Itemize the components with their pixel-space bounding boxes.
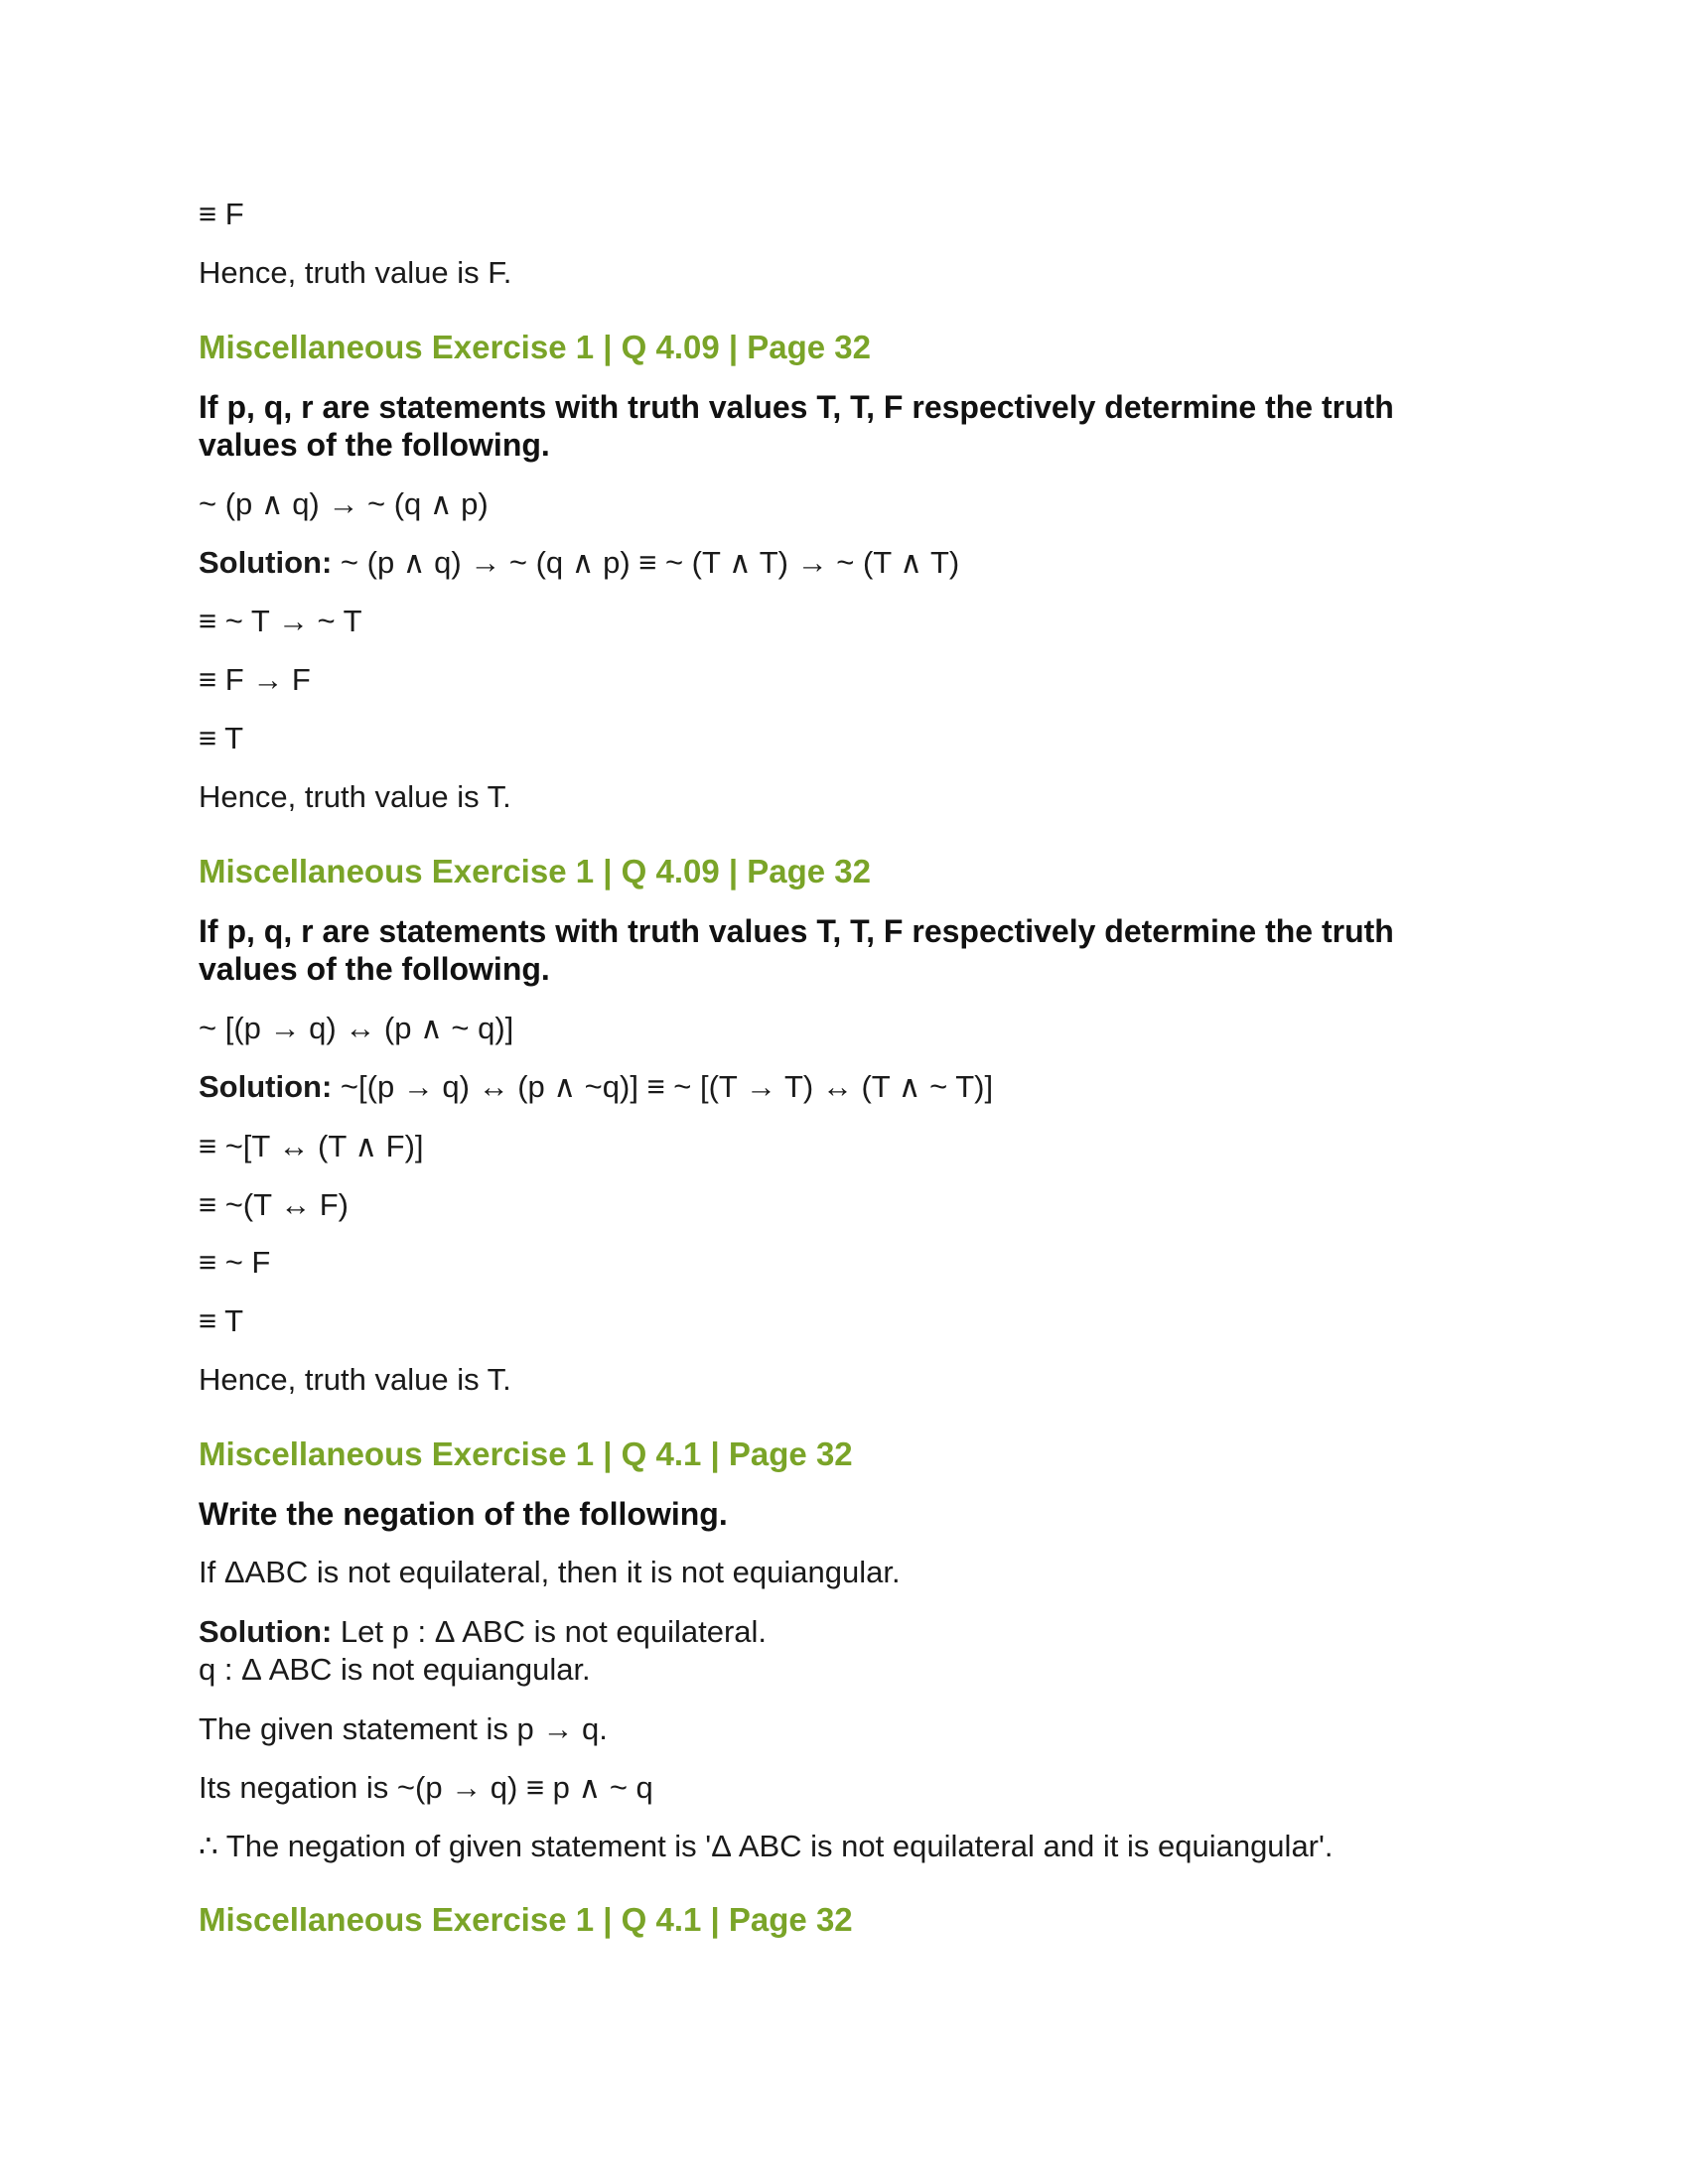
solution-text: Let p : Δ ABC is not equilateral. [332, 1614, 768, 1649]
conclusion-line: Hence, truth value is T. [199, 1362, 511, 1397]
solution-label: Solution: [199, 1069, 333, 1104]
step-line: ≡ F → F [199, 662, 311, 697]
step-line: ≡ ~ F [199, 1245, 271, 1280]
conclusion-line: ∴ The negation of given statement is 'Δ ABC is not equilateral and it is equiangular'. [199, 1829, 1334, 1863]
exercise-heading: Miscellaneous Exercise 1 | Q 4.1 | Page 32 [199, 1901, 853, 1938]
expression-line: ~ (p ∧ q) → ~ (q ∧ p) [199, 486, 489, 521]
question-text: Write the negation of the following. [199, 1496, 728, 1532]
solution-line-2: q : Δ ABC is not equiangular. [199, 1652, 591, 1687]
conclusion-line: Hence, truth value is T. [199, 779, 511, 814]
solution-line [199, 1068, 993, 1106]
step-line: Its negation is ~(p → q) ≡ p ∧ ~ q [199, 1770, 653, 1805]
step-line: ≡ F [199, 197, 244, 231]
solution-label: Solution: [199, 545, 333, 580]
question-text: If p, q, r are statements with truth values T, T, F respectively determine the truth values of the following. [199, 913, 1394, 987]
solution-text: ~[(p → q) ↔ (p ∧ ~q)] ≡ ~ [(T → T) ↔ (T ∧ ~ T)] [332, 1069, 994, 1104]
expression-line: If ΔABC is not equilateral, then it is not equiangular. [199, 1555, 901, 1589]
solution-line [199, 544, 959, 582]
step-line: ≡ ~(T ↔ F) [199, 1187, 349, 1222]
exercise-heading: Miscellaneous Exercise 1 | Q 4.09 | Page 32 [199, 853, 872, 889]
exercise-heading: Miscellaneous Exercise 1 | Q 4.1 | Page 32 [199, 1435, 853, 1472]
step-line: ≡ ~[T ↔ (T ∧ F)] [199, 1129, 424, 1163]
step-line: ≡ T [199, 1303, 244, 1338]
step-line: The given statement is p → q. [199, 1711, 608, 1746]
question-text: If p, q, r are statements with truth values T, T, F respectively determine the truth values of the following. [199, 389, 1394, 463]
expression-line: ~ [(p → q) ↔ (p ∧ ~ q)] [199, 1011, 514, 1045]
solution-line [199, 1613, 767, 1651]
exercise-heading: Miscellaneous Exercise 1 | Q 4.09 | Page 32 [199, 329, 872, 365]
solution-label: Solution: [199, 1614, 333, 1649]
step-line: ≡ ~ T → ~ T [199, 604, 362, 638]
step-line: ≡ T [199, 721, 244, 755]
solution-text: ~ (p ∧ q) → ~ (q ∧ p) ≡ ~ (T ∧ T) → ~ (T ∧ T) [332, 545, 960, 580]
conclusion-line: Hence, truth value is F. [199, 255, 512, 290]
